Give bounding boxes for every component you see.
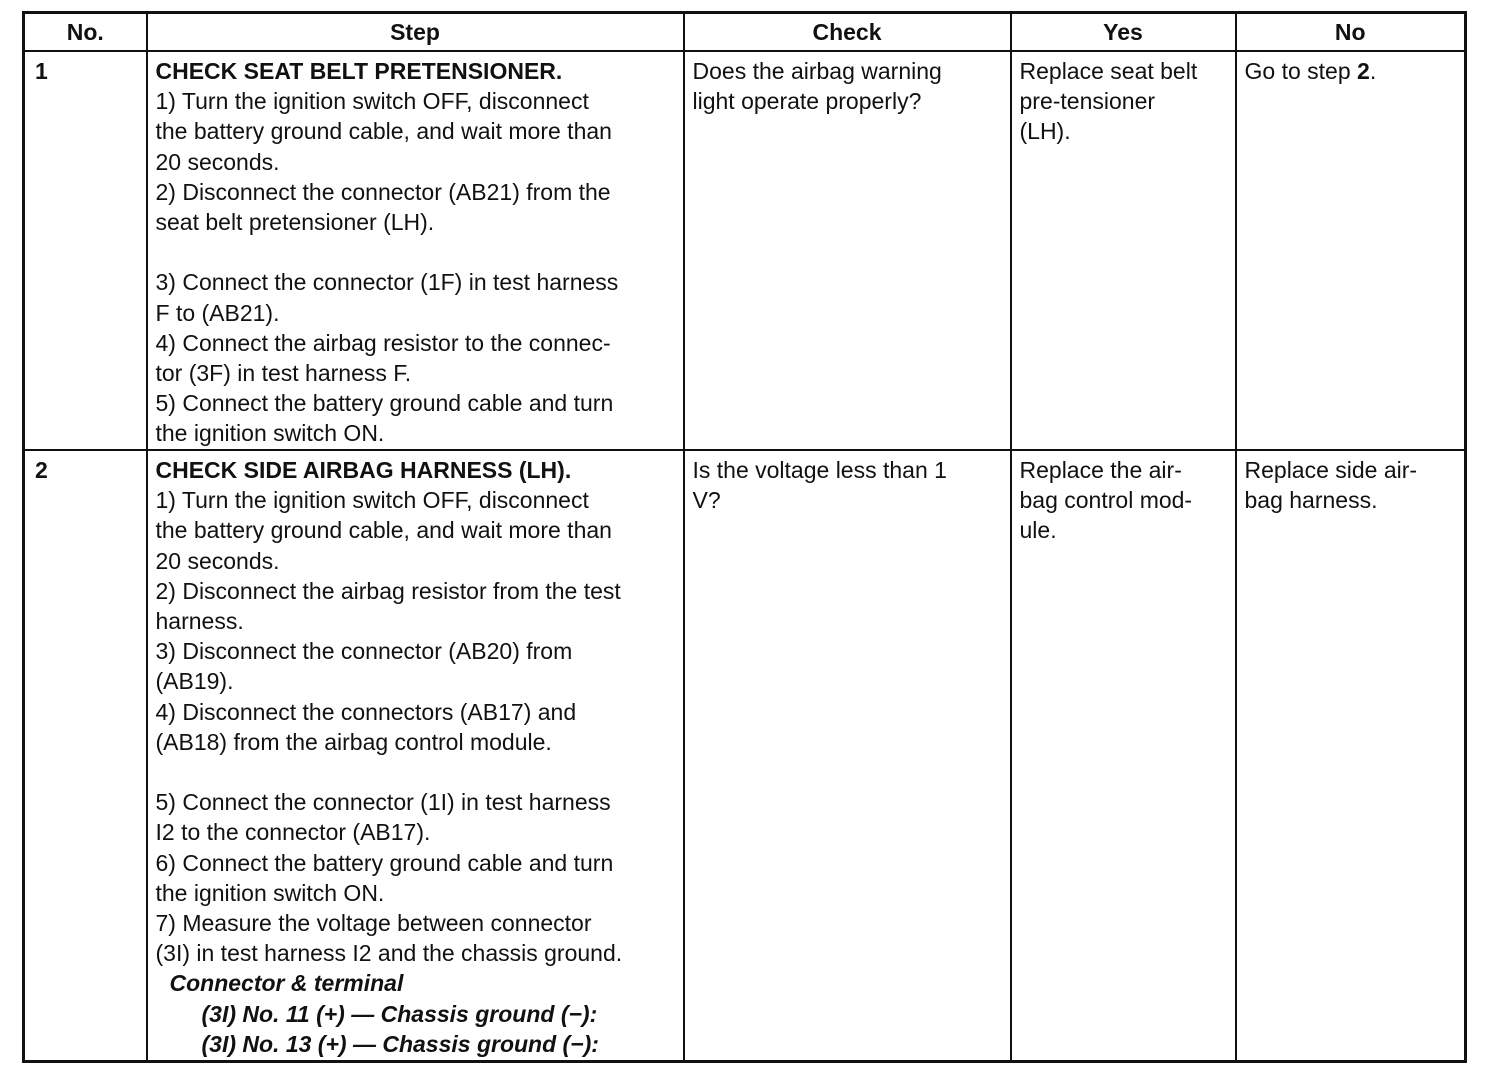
step-line: 4) Disconnect the connectors (AB17) and (155, 698, 577, 725)
no-text-end: . (1369, 58, 1377, 84)
step-line: F to (AB21). (155, 299, 280, 326)
header-check: Check (684, 13, 1011, 52)
step-line: 6) Connect the battery ground cable and turn (155, 849, 614, 876)
yes-cell (1011, 450, 1236, 1062)
no-cell (1236, 450, 1466, 1062)
header-step: Step (147, 13, 684, 52)
step-line: (AB19). (155, 668, 234, 695)
step-line: 4) Connect the airbag resistor to the connec- (155, 329, 611, 356)
step-line: 5) Connect the connector (1I) in test harness (155, 789, 611, 816)
goto-step-ref: 2 (1357, 58, 1370, 84)
step-line: 3) Disconnect the connector (AB20) from (155, 638, 573, 665)
step-number: 2 (24, 450, 147, 1062)
step-line: 2) Disconnect the connector (AB21) from the (155, 178, 611, 205)
check-line: Is the voltage less than 1 (692, 457, 947, 483)
step-line: 2) Disconnect the airbag resistor from the test (155, 577, 621, 604)
table-row (24, 51, 1466, 450)
step-line: the battery ground cable, and wait more than (155, 517, 612, 544)
check-line: Does the airbag warning (692, 58, 942, 84)
check-line: light operate properly? (692, 88, 922, 115)
step-line: 20 seconds. (155, 148, 280, 175)
check-cell (684, 51, 1011, 450)
check-line: V? (692, 487, 721, 514)
spacer (156, 237, 675, 267)
terminal-spec: (3I) No. 11 (+) — Chassis ground (−): (201, 1000, 598, 1027)
yes-line: pre-tensioner (1019, 88, 1156, 115)
no-line: bag harness. (1244, 487, 1378, 514)
step-line: 20 seconds. (155, 547, 280, 574)
header-no: No. (24, 13, 147, 52)
no-cell (1236, 51, 1466, 450)
step-line: (AB18) from the airbag control module. (155, 728, 552, 755)
step-line: harness. (155, 608, 244, 635)
connector-terminal-heading: Connector & terminal (169, 970, 404, 997)
check-cell (684, 450, 1011, 1062)
step-line: 7) Measure the voltage between connector (155, 910, 592, 937)
step-line: the ignition switch ON. (155, 879, 385, 906)
table-row (24, 450, 1466, 1062)
step-title: CHECK SIDE AIRBAG HARNESS (LH). (155, 457, 572, 483)
yes-line: Replace seat belt (1019, 58, 1198, 84)
yes-line: bag control mod- (1019, 487, 1193, 514)
no-line: Replace side air- (1244, 457, 1418, 483)
step-line: (3I) in test harness I2 and the chassis ground. (155, 940, 623, 967)
diagnostic-table (22, 11, 1467, 1063)
header-yes: Yes (1011, 13, 1236, 52)
yes-line: ule. (1019, 517, 1057, 544)
step-line: 5) Connect the battery ground cable and turn (155, 390, 614, 417)
header-row (24, 13, 1466, 52)
step-cell (147, 51, 684, 450)
spacer (156, 757, 675, 787)
step-line: 1) Turn the ignition switch OFF, disconnect (155, 487, 589, 514)
step-line: the battery ground cable, and wait more than (155, 118, 612, 145)
step-line: seat belt pretensioner (LH). (155, 209, 435, 236)
step-line: 1) Turn the ignition switch OFF, disconnect (155, 88, 589, 115)
yes-cell (1011, 51, 1236, 450)
terminal-spec: (3I) No. 13 (+) — Chassis ground (−): (201, 1030, 599, 1057)
step-line: 3) Connect the connector (1F) in test harness (155, 269, 619, 296)
yes-line: (LH). (1019, 118, 1071, 145)
no-text: Go to step (1244, 58, 1358, 84)
yes-line: Replace the air- (1019, 457, 1182, 483)
step-title: CHECK SEAT BELT PRETENSIONER. (155, 58, 563, 84)
step-number: 1 (24, 51, 147, 450)
step-cell (147, 450, 684, 1062)
step-line: the ignition switch ON. (155, 420, 385, 447)
step-line: I2 to the connector (AB17). (155, 819, 431, 846)
step-line: tor (3F) in test harness F. (155, 360, 412, 387)
header-no-result: No (1236, 13, 1466, 52)
